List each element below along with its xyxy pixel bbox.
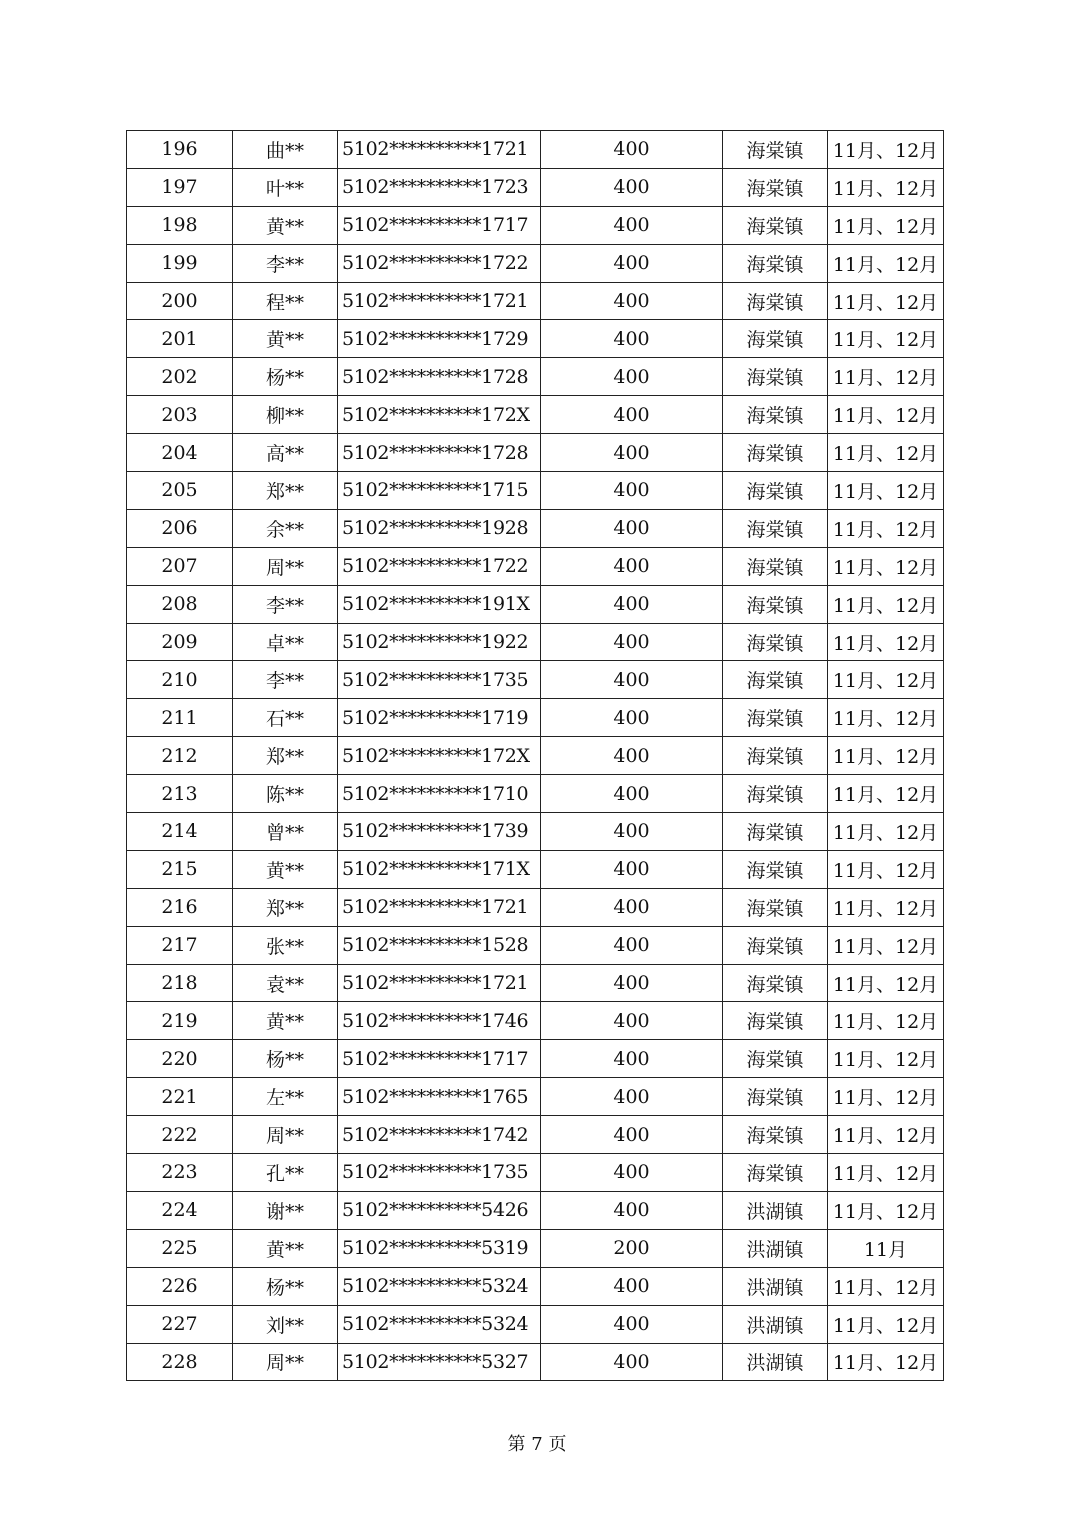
table-row <box>127 509 944 547</box>
cell-town: 洪湖镇 <box>723 1305 828 1343</box>
table-row <box>127 472 944 510</box>
cell-town: 海棠镇 <box>723 434 828 472</box>
cell-name: 陈** <box>233 775 338 813</box>
cell-town: 海棠镇 <box>723 168 828 206</box>
cell-name: 郑** <box>233 737 338 775</box>
cell-months: 11月、12月 <box>828 244 944 282</box>
cell-months: 11月、12月 <box>828 1002 944 1040</box>
table-row <box>127 964 944 1002</box>
table-row <box>127 888 944 926</box>
cell-town: 海棠镇 <box>723 661 828 699</box>
cell-amount: 400 <box>541 358 723 396</box>
cell-town: 海棠镇 <box>723 813 828 851</box>
cell-id-number: 5102**********191X <box>338 585 541 623</box>
cell-name: 柳** <box>233 396 338 434</box>
table-row <box>127 320 944 358</box>
table-row <box>127 1305 944 1343</box>
cell-name: 黄** <box>233 1002 338 1040</box>
cell-months: 11月、12月 <box>828 1305 944 1343</box>
cell-town: 海棠镇 <box>723 1078 828 1116</box>
cell-amount: 400 <box>541 1191 723 1229</box>
cell-number: 216 <box>127 888 233 926</box>
cell-number: 213 <box>127 775 233 813</box>
cell-name: 杨** <box>233 358 338 396</box>
cell-town: 海棠镇 <box>723 320 828 358</box>
cell-id-number: 5102**********1746 <box>338 1002 541 1040</box>
cell-name: 郑** <box>233 472 338 510</box>
cell-name: 曾** <box>233 813 338 851</box>
cell-name: 李** <box>233 585 338 623</box>
cell-number: 204 <box>127 434 233 472</box>
cell-name: 石** <box>233 699 338 737</box>
cell-number: 209 <box>127 623 233 661</box>
cell-id-number: 5102**********172X <box>338 737 541 775</box>
cell-name: 郑** <box>233 888 338 926</box>
cell-town: 海棠镇 <box>723 888 828 926</box>
cell-number: 220 <box>127 1040 233 1078</box>
cell-months: 11月、12月 <box>828 1154 944 1192</box>
cell-months: 11月、12月 <box>828 131 944 169</box>
cell-months: 11月、12月 <box>828 623 944 661</box>
cell-number: 205 <box>127 472 233 510</box>
cell-number: 200 <box>127 282 233 320</box>
table-row <box>127 244 944 282</box>
cell-id-number: 5102**********5426 <box>338 1191 541 1229</box>
cell-town: 海棠镇 <box>723 623 828 661</box>
cell-town: 海棠镇 <box>723 547 828 585</box>
cell-number: 219 <box>127 1002 233 1040</box>
cell-number: 201 <box>127 320 233 358</box>
cell-id-number: 5102**********5324 <box>338 1267 541 1305</box>
cell-id-number: 5102**********5327 <box>338 1343 541 1381</box>
cell-name: 黄** <box>233 1229 338 1267</box>
table-row <box>127 396 944 434</box>
page-number: 第 7 页 <box>507 1434 567 1455</box>
cell-months: 11月、12月 <box>828 699 944 737</box>
cell-months: 11月、12月 <box>828 358 944 396</box>
cell-amount: 400 <box>541 131 723 169</box>
cell-months: 11月、12月 <box>828 206 944 244</box>
cell-name: 周** <box>233 1343 338 1381</box>
cell-town: 海棠镇 <box>723 737 828 775</box>
cell-amount: 400 <box>541 775 723 813</box>
cell-town: 海棠镇 <box>723 1040 828 1078</box>
table-row <box>127 1267 944 1305</box>
cell-amount: 400 <box>541 472 723 510</box>
cell-number: 199 <box>127 244 233 282</box>
cell-amount: 400 <box>541 699 723 737</box>
cell-amount: 200 <box>541 1229 723 1267</box>
cell-months: 11月、12月 <box>828 1078 944 1116</box>
cell-id-number: 5102**********1735 <box>338 661 541 699</box>
cell-amount: 400 <box>541 1305 723 1343</box>
table-row <box>127 1229 944 1267</box>
table-row <box>127 699 944 737</box>
cell-name: 黄** <box>233 206 338 244</box>
cell-name: 叶** <box>233 168 338 206</box>
cell-number: 208 <box>127 585 233 623</box>
cell-amount: 400 <box>541 623 723 661</box>
cell-number: 214 <box>127 813 233 851</box>
cell-town: 海棠镇 <box>723 244 828 282</box>
cell-town: 洪湖镇 <box>723 1267 828 1305</box>
cell-number: 226 <box>127 1267 233 1305</box>
cell-amount: 400 <box>541 282 723 320</box>
cell-id-number: 5102**********1710 <box>338 775 541 813</box>
cell-id-number: 5102**********5319 <box>338 1229 541 1267</box>
cell-months: 11月、12月 <box>828 282 944 320</box>
cell-number: 215 <box>127 850 233 888</box>
cell-id-number: 5102**********1721 <box>338 888 541 926</box>
cell-town: 海棠镇 <box>723 131 828 169</box>
cell-amount: 400 <box>541 926 723 964</box>
cell-id-number: 5102**********1722 <box>338 244 541 282</box>
cell-id-number: 5102**********5324 <box>338 1305 541 1343</box>
table-row <box>127 775 944 813</box>
cell-town: 海棠镇 <box>723 1002 828 1040</box>
cell-number: 196 <box>127 131 233 169</box>
cell-town: 海棠镇 <box>723 699 828 737</box>
recipient-table <box>126 130 944 1381</box>
cell-amount: 400 <box>541 509 723 547</box>
cell-id-number: 5102**********1739 <box>338 813 541 851</box>
cell-number: 222 <box>127 1116 233 1154</box>
cell-town: 洪湖镇 <box>723 1343 828 1381</box>
cell-number: 217 <box>127 926 233 964</box>
table-row <box>127 282 944 320</box>
cell-town: 海棠镇 <box>723 206 828 244</box>
cell-id-number: 5102**********1717 <box>338 1040 541 1078</box>
cell-number: 221 <box>127 1078 233 1116</box>
cell-months: 11月、12月 <box>828 1040 944 1078</box>
cell-name: 黄** <box>233 850 338 888</box>
cell-town: 海棠镇 <box>723 396 828 434</box>
cell-months: 11月、12月 <box>828 320 944 358</box>
cell-amount: 400 <box>541 434 723 472</box>
cell-name: 谢** <box>233 1191 338 1229</box>
cell-name: 卓** <box>233 623 338 661</box>
table-row <box>127 1078 944 1116</box>
cell-amount: 400 <box>541 168 723 206</box>
cell-number: 210 <box>127 661 233 699</box>
cell-name: 杨** <box>233 1040 338 1078</box>
cell-months: 11月、12月 <box>828 775 944 813</box>
cell-months: 11月、12月 <box>828 1191 944 1229</box>
cell-amount: 400 <box>541 661 723 699</box>
cell-months: 11月、12月 <box>828 547 944 585</box>
cell-name: 杨** <box>233 1267 338 1305</box>
cell-months: 11月、12月 <box>828 472 944 510</box>
cell-town: 洪湖镇 <box>723 1191 828 1229</box>
cell-name: 李** <box>233 661 338 699</box>
table-row <box>127 131 944 169</box>
cell-id-number: 5102**********1922 <box>338 623 541 661</box>
cell-id-number: 5102**********1721 <box>338 131 541 169</box>
cell-amount: 400 <box>541 1116 723 1154</box>
cell-number: 206 <box>127 509 233 547</box>
cell-number: 228 <box>127 1343 233 1381</box>
cell-name: 高** <box>233 434 338 472</box>
table-row <box>127 1154 944 1192</box>
cell-id-number: 5102**********172X <box>338 396 541 434</box>
cell-number: 227 <box>127 1305 233 1343</box>
cell-id-number: 5102**********171X <box>338 850 541 888</box>
cell-months: 11月、12月 <box>828 813 944 851</box>
cell-number: 211 <box>127 699 233 737</box>
cell-id-number: 5102**********1735 <box>338 1154 541 1192</box>
table-row <box>127 434 944 472</box>
table-row <box>127 850 944 888</box>
cell-amount: 400 <box>541 206 723 244</box>
cell-amount: 400 <box>541 888 723 926</box>
cell-town: 海棠镇 <box>723 850 828 888</box>
cell-id-number: 5102**********1719 <box>338 699 541 737</box>
cell-amount: 400 <box>541 964 723 1002</box>
table-row <box>127 1116 944 1154</box>
cell-amount: 400 <box>541 1002 723 1040</box>
table-row <box>127 1191 944 1229</box>
cell-id-number: 5102**********1728 <box>338 358 541 396</box>
cell-months: 11月、12月 <box>828 737 944 775</box>
cell-amount: 400 <box>541 1343 723 1381</box>
table-row <box>127 585 944 623</box>
cell-name: 程** <box>233 282 338 320</box>
cell-months: 11月、12月 <box>828 1116 944 1154</box>
table-row <box>127 1002 944 1040</box>
cell-months: 11月、12月 <box>828 585 944 623</box>
cell-name: 李** <box>233 244 338 282</box>
cell-amount: 400 <box>541 1078 723 1116</box>
table-row <box>127 1343 944 1381</box>
cell-name: 左** <box>233 1078 338 1116</box>
cell-name: 余** <box>233 509 338 547</box>
cell-id-number: 5102**********1721 <box>338 964 541 1002</box>
cell-months: 11月 <box>828 1229 944 1267</box>
cell-months: 11月、12月 <box>828 926 944 964</box>
cell-town: 海棠镇 <box>723 926 828 964</box>
cell-name: 周** <box>233 547 338 585</box>
cell-amount: 400 <box>541 1154 723 1192</box>
cell-number: 224 <box>127 1191 233 1229</box>
cell-name: 张** <box>233 926 338 964</box>
cell-town: 海棠镇 <box>723 509 828 547</box>
table-row <box>127 737 944 775</box>
cell-name: 周** <box>233 1116 338 1154</box>
cell-name: 黄** <box>233 320 338 358</box>
cell-id-number: 5102**********1715 <box>338 472 541 510</box>
table-row <box>127 358 944 396</box>
cell-id-number: 5102**********1721 <box>338 282 541 320</box>
cell-name: 袁** <box>233 964 338 1002</box>
cell-months: 11月、12月 <box>828 850 944 888</box>
table-row <box>127 547 944 585</box>
cell-id-number: 5102**********1765 <box>338 1078 541 1116</box>
cell-id-number: 5102**********1728 <box>338 434 541 472</box>
cell-name: 孔** <box>233 1154 338 1192</box>
cell-number: 218 <box>127 964 233 1002</box>
cell-town: 海棠镇 <box>723 282 828 320</box>
table-row <box>127 168 944 206</box>
cell-amount: 400 <box>541 585 723 623</box>
cell-amount: 400 <box>541 396 723 434</box>
cell-id-number: 5102**********1723 <box>338 168 541 206</box>
cell-id-number: 5102**********1528 <box>338 926 541 964</box>
cell-number: 197 <box>127 168 233 206</box>
cell-months: 11月、12月 <box>828 1343 944 1381</box>
cell-amount: 400 <box>541 737 723 775</box>
table-row <box>127 926 944 964</box>
table-row <box>127 1040 944 1078</box>
cell-months: 11月、12月 <box>828 661 944 699</box>
cell-name: 曲** <box>233 131 338 169</box>
cell-town: 海棠镇 <box>723 964 828 1002</box>
cell-id-number: 5102**********1729 <box>338 320 541 358</box>
cell-id-number: 5102**********1717 <box>338 206 541 244</box>
cell-months: 11月、12月 <box>828 434 944 472</box>
cell-number: 198 <box>127 206 233 244</box>
table-row <box>127 661 944 699</box>
cell-amount: 400 <box>541 547 723 585</box>
cell-town: 海棠镇 <box>723 1154 828 1192</box>
table-row <box>127 206 944 244</box>
cell-months: 11月、12月 <box>828 509 944 547</box>
cell-amount: 400 <box>541 1267 723 1305</box>
cell-months: 11月、12月 <box>828 396 944 434</box>
cell-number: 207 <box>127 547 233 585</box>
cell-id-number: 5102**********1928 <box>338 509 541 547</box>
cell-number: 212 <box>127 737 233 775</box>
table-row <box>127 813 944 851</box>
cell-months: 11月、12月 <box>828 1267 944 1305</box>
cell-town: 海棠镇 <box>723 1116 828 1154</box>
cell-months: 11月、12月 <box>828 964 944 1002</box>
cell-amount: 400 <box>541 850 723 888</box>
cell-town: 海棠镇 <box>723 585 828 623</box>
table-row <box>127 623 944 661</box>
cell-town: 海棠镇 <box>723 358 828 396</box>
cell-number: 223 <box>127 1154 233 1192</box>
cell-id-number: 5102**********1722 <box>338 547 541 585</box>
cell-town: 海棠镇 <box>723 472 828 510</box>
cell-amount: 400 <box>541 813 723 851</box>
cell-name: 刘** <box>233 1305 338 1343</box>
cell-town: 海棠镇 <box>723 775 828 813</box>
cell-amount: 400 <box>541 1040 723 1078</box>
cell-number: 202 <box>127 358 233 396</box>
cell-months: 11月、12月 <box>828 168 944 206</box>
table-body <box>127 131 944 1381</box>
cell-months: 11月、12月 <box>828 888 944 926</box>
cell-id-number: 5102**********1742 <box>338 1116 541 1154</box>
cell-number: 203 <box>127 396 233 434</box>
cell-amount: 400 <box>541 320 723 358</box>
cell-amount: 400 <box>541 244 723 282</box>
cell-town: 洪湖镇 <box>723 1229 828 1267</box>
cell-number: 225 <box>127 1229 233 1267</box>
